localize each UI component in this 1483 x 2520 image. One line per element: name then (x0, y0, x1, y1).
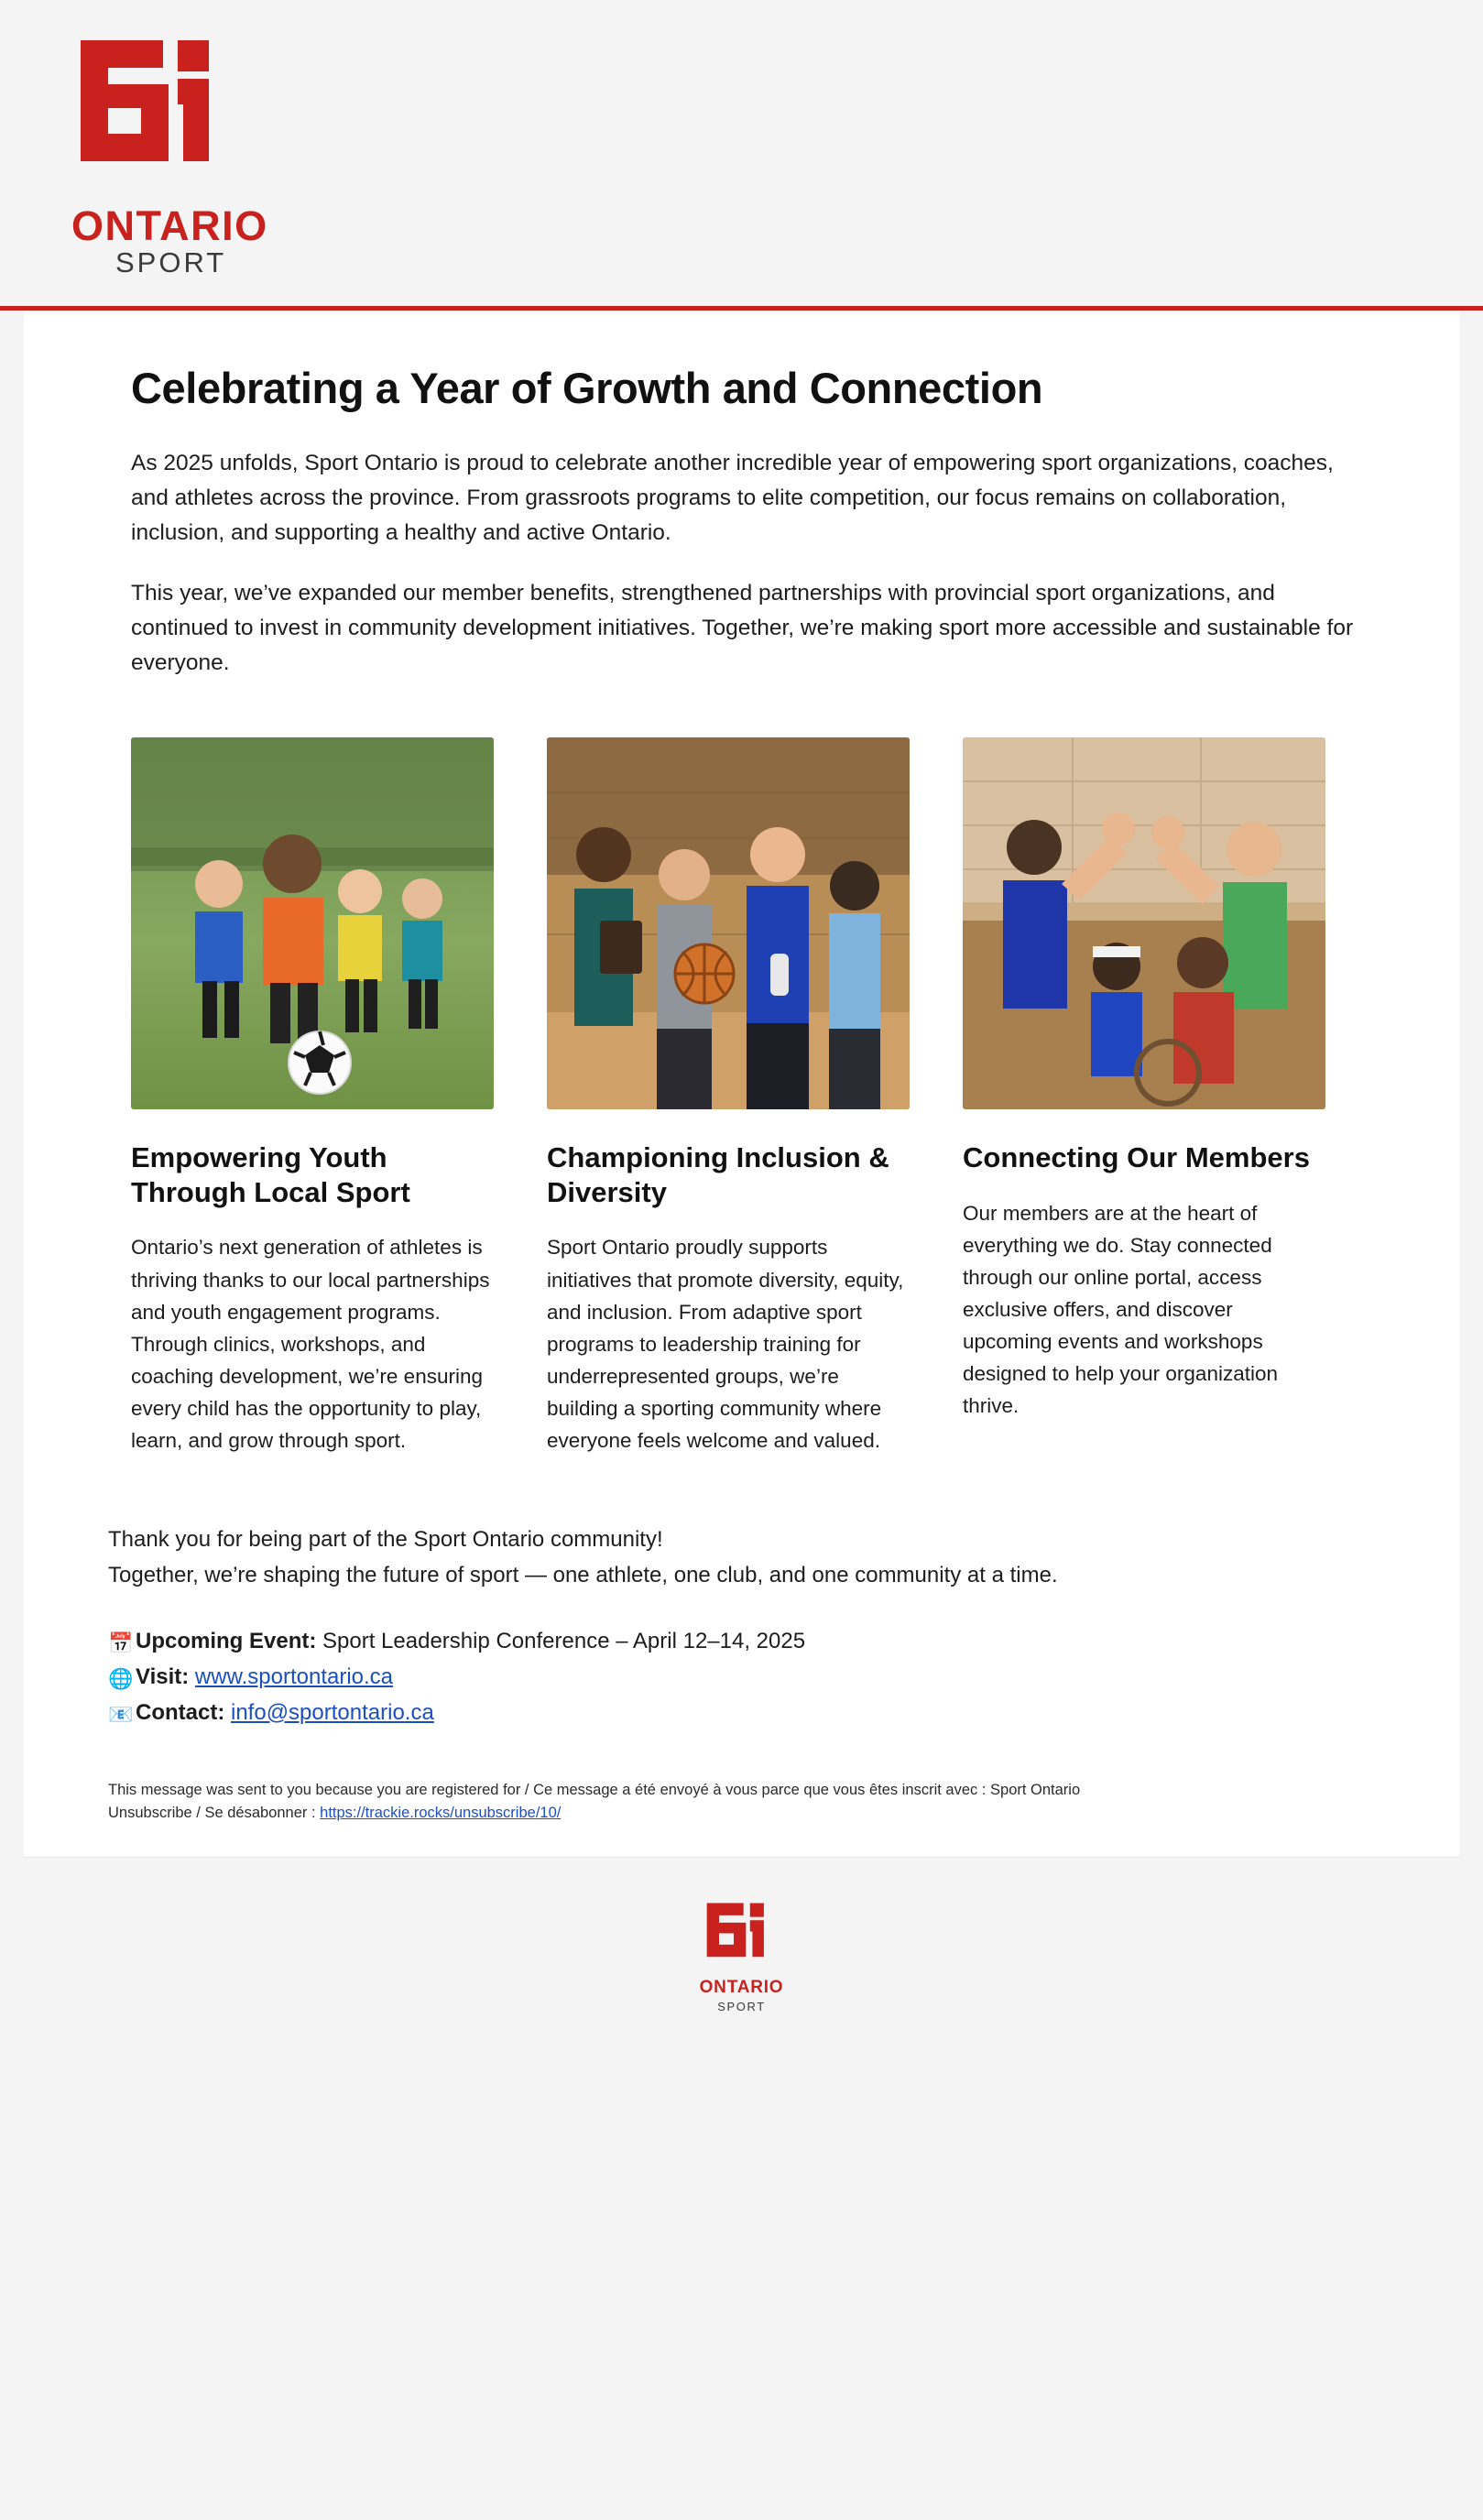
footer-brand-sport: SPORT (717, 1999, 766, 2013)
feature-column (963, 737, 1325, 1456)
brand-ontario-text: ONTARIO (71, 202, 268, 249)
website-link[interactable]: www.sportontario.ca (194, 1664, 394, 1689)
sport-ontario-logo-icon (71, 33, 244, 198)
contact-block (108, 1624, 1375, 1731)
globe-icon: 🌐 (108, 1666, 134, 1690)
visit-label: Visit: (136, 1664, 190, 1689)
feature-body: Ontario’s next generation of athletes is thriving thanks to our local partnerships and youth engagement programs. Through clinics, workshops, and coaching development, we’re ensuring every child has the opportunity to play, learn, and grow through sport. (131, 1236, 490, 1453)
intro-paragraph-1: As 2025 unfolds, Sport Ontario is proud to celebrate another incredible year of empowering sport organizations, coaches, and athletes across the province. From grassroots programs to elite competition, our focus remains on collaboration, inclusion, and supporting a healthy and active Ontario. (131, 451, 1334, 545)
legal-line-1: This message was sent to you because you are registered for / Ce message a été envoyé à vous parce que vous êtes inscrit avec : Sport Ontario (108, 1781, 1081, 1798)
contact-row (108, 1696, 1375, 1731)
newsletter-card (24, 311, 1459, 1858)
members-high-five-photo (963, 737, 1325, 1109)
email-icon: 📧 (108, 1702, 134, 1726)
calendar-icon: 📅 (108, 1631, 134, 1654)
feature-columns (131, 737, 1375, 1456)
intro-paragraph-2: This year, we’ve expanded our member benefits, strengthened partnerships with provincial sport organizations, and continued to invest in community development initiatives. Together, we’re making sport more accessible and sustainable for everyone. (131, 580, 1354, 675)
visit-row (108, 1660, 1375, 1696)
upcoming-event-label: Upcoming Event: (136, 1628, 317, 1653)
feature-column (131, 737, 494, 1456)
feature-heading: Championing Inclusion & Diversity (547, 1140, 889, 1208)
unsubscribe-line (108, 1802, 1375, 1826)
upcoming-event-value: Sport Leadership Conference – April 12–14, 2025 (322, 1628, 806, 1653)
upcoming-event-row (108, 1624, 1375, 1660)
closing-block (108, 1522, 1375, 1593)
header (0, 0, 1483, 293)
brand-sport-text: SPORT (115, 246, 227, 278)
footer (0, 1858, 1483, 2052)
closing-line-2: Together, we’re shaping the future of sport — one athlete, one club, and one community at a time. (108, 1562, 1058, 1587)
footer-brand-ontario: ONTARIO (699, 1977, 784, 1997)
inclusive-gym-group-photo (547, 737, 910, 1109)
feature-heading: Empowering Youth Through Local Sport (131, 1140, 410, 1208)
brand-wordmark (71, 202, 1483, 278)
feature-body: Sport Ontario proudly supports initiatives that promote diversity, equity, and inclusion. From adaptive sport programs to leadership training for underrepresented groups, we’re building a sporting community where everyone feels welcome and valued. (547, 1236, 904, 1453)
legal-footer (108, 1779, 1375, 1826)
unsubscribe-link[interactable]: https://trackie.rocks/unsubscribe/10/ (320, 1805, 562, 1822)
unsubscribe-prefix: Unsubscribe / Se désabonner : (108, 1805, 321, 1822)
page-title: Celebrating a Year of Growth and Connection (131, 364, 1043, 412)
email-link[interactable]: info@sportontario.ca (231, 1699, 434, 1725)
footer-logo (700, 1900, 784, 2013)
feature-column (547, 737, 910, 1456)
youth-soccer-photo (131, 737, 494, 1109)
feature-body: Our members are at the heart of everything we do. Stay connected through our online portal, access exclusive offers, and discover upcoming events and workshops designed to help your organization thrive. (963, 1201, 1278, 1418)
contact-label: Contact: (136, 1699, 225, 1725)
closing-line-1: Thank you for being part of the Sport Ontario community! (108, 1527, 663, 1553)
feature-heading: Connecting Our Members (963, 1140, 1310, 1173)
